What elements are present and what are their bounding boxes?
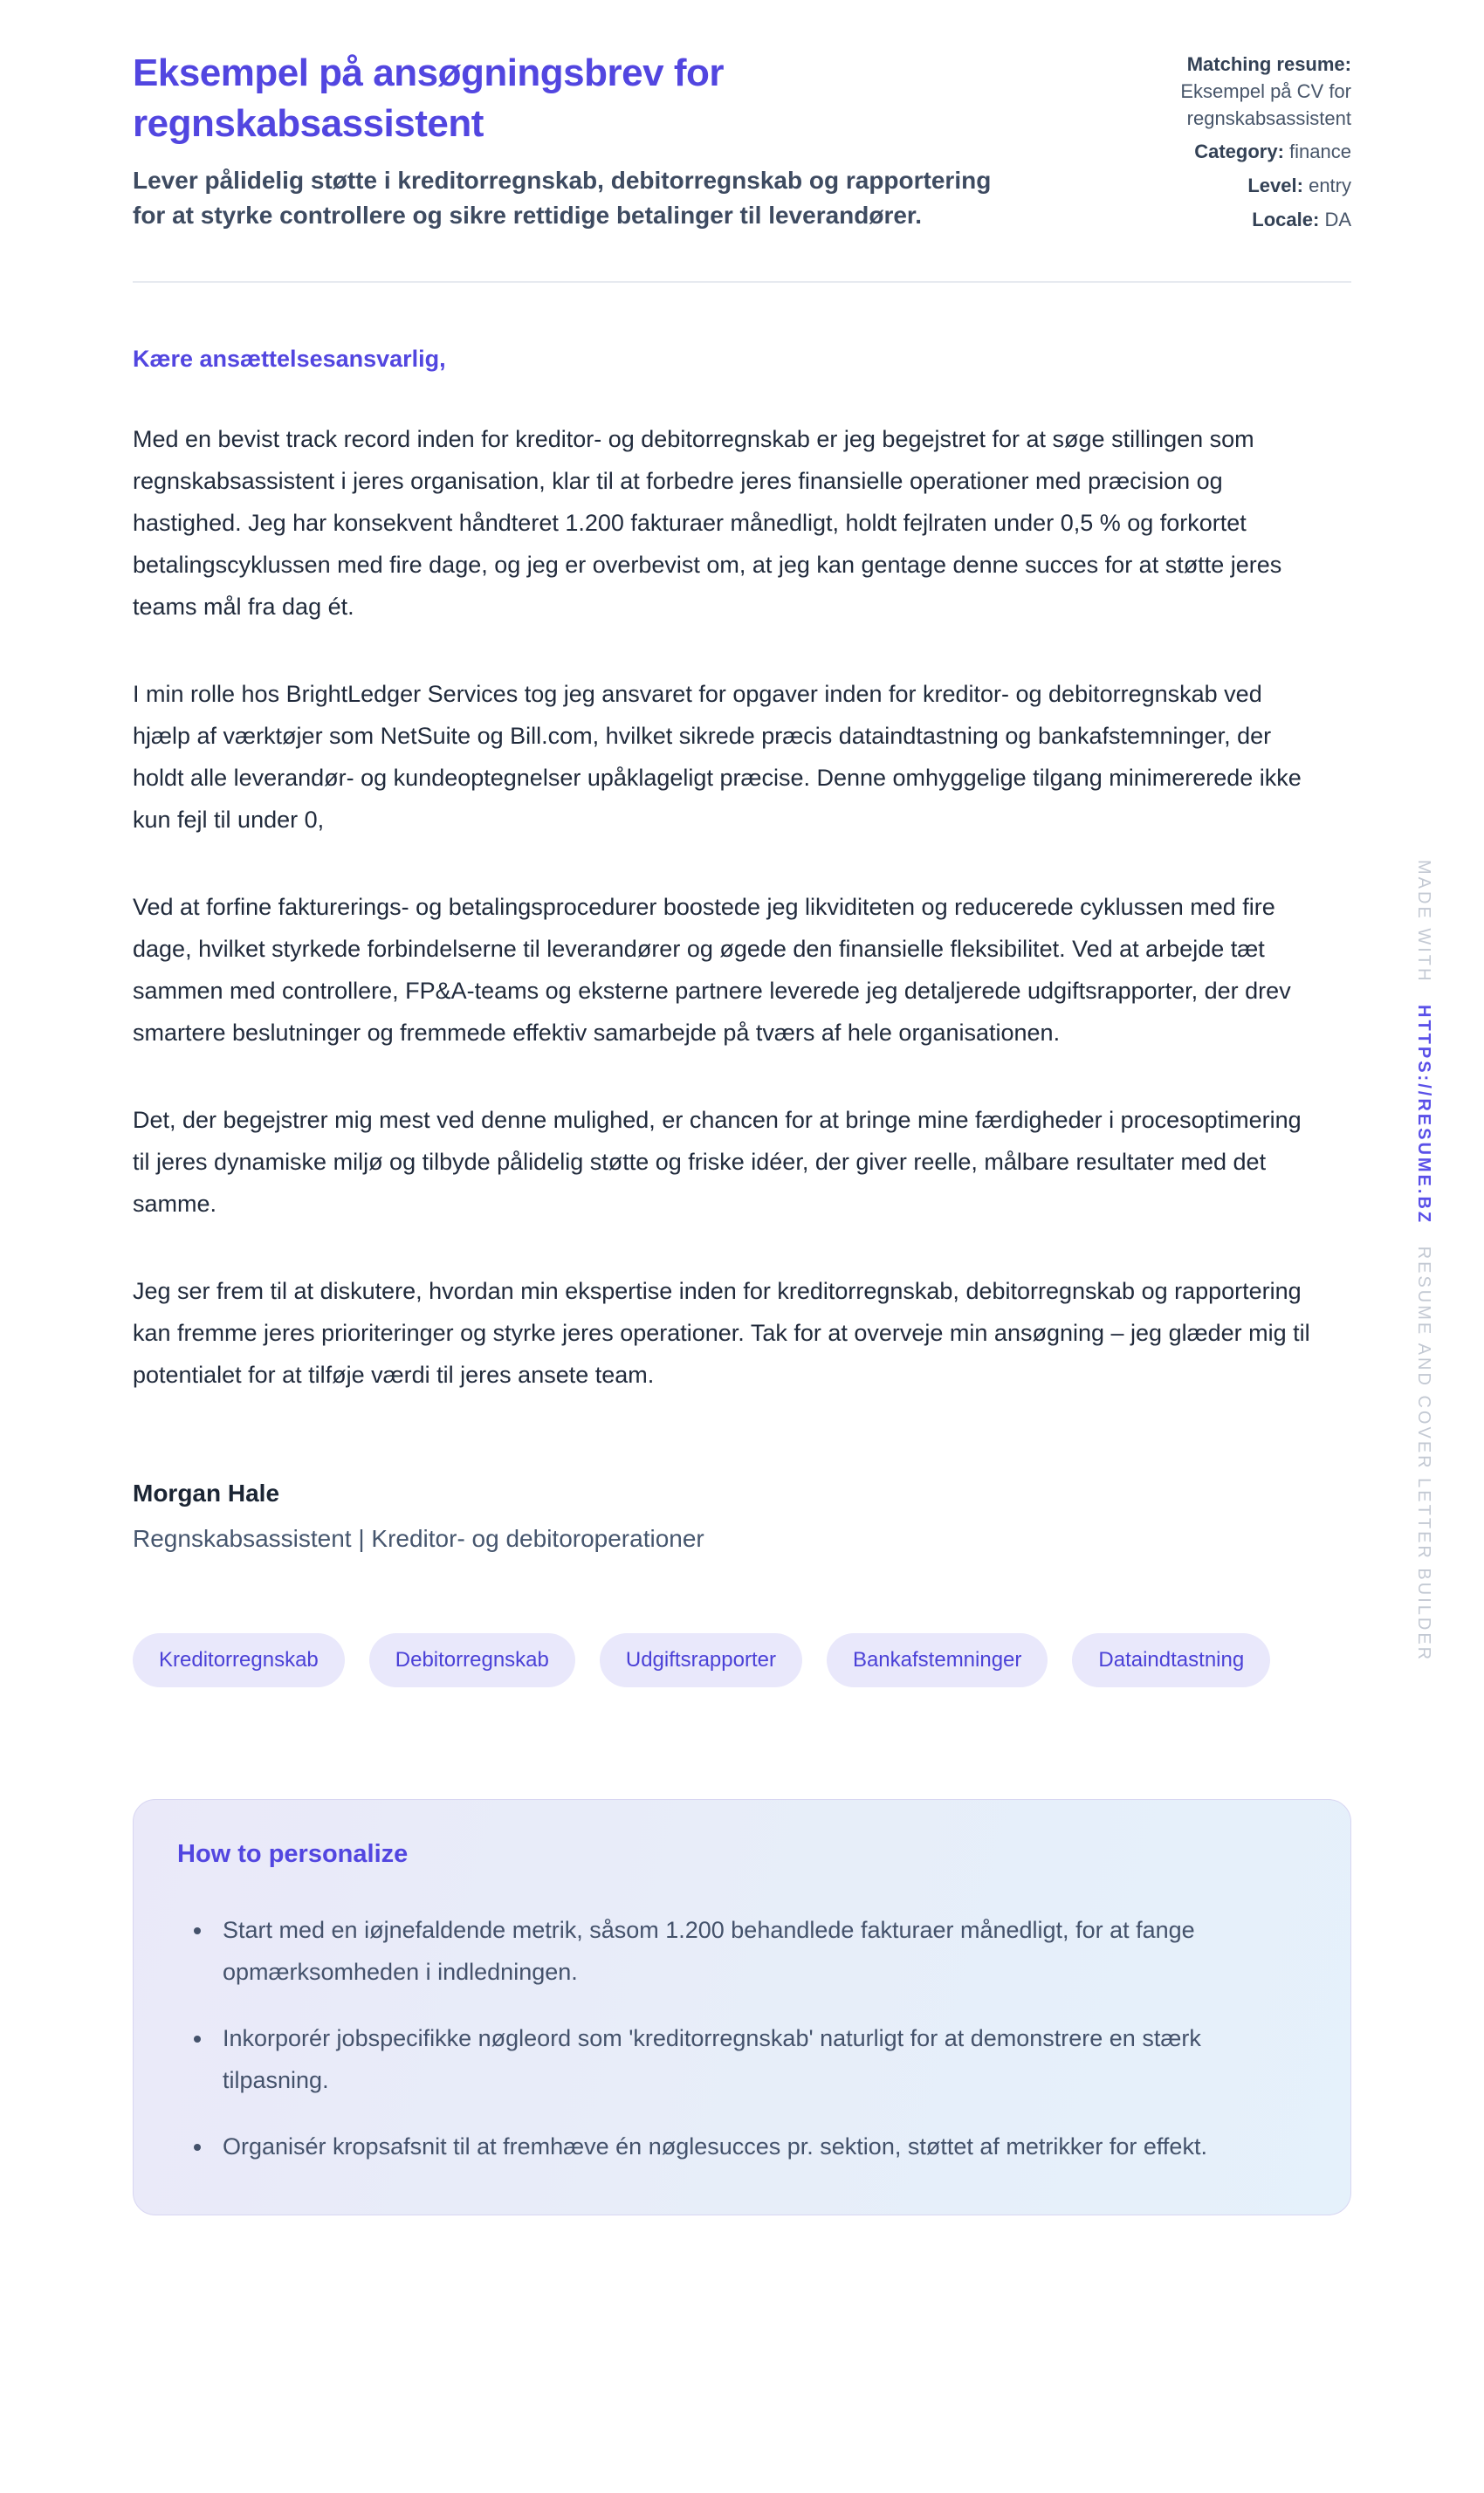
letter-paragraph-1: Med en bevist track record inden for kreditor- og debitorregnskab er jeg begejstret for at søge stillingen som regnskabsassistent i jeres organisation, klar til at forbedre jeres finansielle operationer med præcision og hastighed. Jeg har konsekvent håndteret 1.200 fakturaer månedligt, holdt fejlraten under 0,5 % og forkortet betalingscyklussen med fire dage, og jeg er overbevist om, at jeg kan gentage denne succes for at støtte jeres teams mål fra dag ét. bbox=[133, 425, 1282, 620]
tip-item-1: • Start med en iøjnefaldende metrik, såsom 1.200 behandlede fakturaer månedligt, for at fange opmærksomheden i indledningen. bbox=[214, 1909, 1296, 1993]
level-value: entry bbox=[1309, 175, 1351, 197]
tag-kreditorregnskab[interactable]: Kreditorregnskab bbox=[133, 1633, 345, 1687]
tips-title: How to personalize bbox=[177, 1839, 409, 1868]
header-left bbox=[133, 48, 1142, 233]
meta-category-row bbox=[1142, 139, 1351, 166]
tag-debitorregnskab[interactable]: Debitorregnskab bbox=[369, 1633, 575, 1687]
category-value: finance bbox=[1289, 141, 1351, 163]
tip-item-2: • Inkorporér jobspecifikke nøgleord som 'kreditorregnskab' naturligt for at demonstrere en stærk tilpasning. bbox=[214, 2017, 1296, 2101]
category-label: Category: bbox=[1194, 141, 1284, 163]
resume-bz-link[interactable]: HTTPS://RESUME.BZ bbox=[1414, 1005, 1433, 1226]
page-header bbox=[133, 48, 1351, 234]
tag-dataindtastning[interactable]: Dataindtastning bbox=[1072, 1633, 1270, 1687]
level-label: Level: bbox=[1247, 175, 1303, 197]
tag-udgiftsrapporter[interactable]: Udgiftsrapporter bbox=[600, 1633, 802, 1687]
how-to-personalize-card bbox=[133, 1799, 1351, 2215]
tip-item-3: • Organisér kropsafsnit til at fremhæve én nøglesucces pr. sektion, støttet af metrikker for effekt. bbox=[214, 2126, 1296, 2167]
signature-name: Morgan Hale bbox=[133, 1479, 280, 1507]
page-subtitle: Lever pålidelig støtte i kreditorregnskab, debitorregnskab og rapportering for at styrke controllere og sikre rettidige betalinger til leverandører. bbox=[133, 167, 992, 229]
cover-letter-body bbox=[133, 346, 1351, 1553]
letter-greeting: Kære ansættelsesansvarlig, bbox=[133, 345, 446, 372]
signature-role: Regnskabsassistent | Kreditor- og debitoroperationer bbox=[133, 1524, 704, 1552]
letter-paragraph-2: I min rolle hos BrightLedger Services tog jeg ansvaret for opgaver inden for kreditor- og debitorregnskab ved hjælp af værktøjer som NetSuite og Bill.com, hvilket sikrede præcis dataindtastning og bankafstemninger, der holdt alle leverandør- og kundeoptegnelser upåklageligt præcise. Denne omhyggelige tilgang minimererede ikke kun fejl til under 0, bbox=[133, 680, 1302, 833]
watermark-suffix: RESUME AND COVER LETTER BUILDER bbox=[1414, 1246, 1433, 1663]
skill-tag-list bbox=[133, 1633, 1351, 1687]
locale-label: Locale: bbox=[1252, 208, 1320, 230]
meta-panel bbox=[1142, 52, 1351, 234]
letter-paragraph-4: Det, der begejstrer mig mest ved denne mulighed, er chancen for at bringe mine færdigheder i procesoptimering til jeres dynamiske miljø og tilbyde pålidelig støtte og friske idéer, der giver reelle, målbare resultater med det samme. bbox=[133, 1106, 1302, 1217]
locale-value: DA bbox=[1324, 208, 1351, 230]
tips-list bbox=[177, 1909, 1307, 2167]
letter-paragraph-3: Ved at forfine fakturerings- og betalingsprocedurer boostede jeg likviditeten og reducerede cyklussen med fire dage, hvilket styrkede forbindelserne til leverandører og øgede den finansielle fleksibilitet. Ved at arbejde tæt sammen med controllere, FP&A-teams og eksterne partnere leverede jeg detaljerede udgiftsrapporter, der drev smartere beslutninger og fremmede effektiv samarbejde på tværs af hele organisationen. bbox=[133, 893, 1291, 1046]
header-divider bbox=[133, 281, 1351, 283]
letter-paragraph-5: Jeg ser frem til at diskutere, hvordan min ekspertise inden for kreditorregnskab, debitorregnskab og rapportering kan fremme jeres prioriteringer og styrke jeres operationer. Tak for at overveje min ansøgning – jeg glæder mig til potentialet for at tilføje værdi til jeres ansete team. bbox=[133, 1277, 1310, 1388]
watermark-prefix: MADE WITH bbox=[1414, 860, 1433, 984]
tag-bankafstemninger[interactable]: Bankafstemninger bbox=[827, 1633, 1048, 1687]
matching-resume-link[interactable]: Eksempel på CV for regnskabsassistent bbox=[1180, 79, 1351, 129]
meta-level-row bbox=[1142, 173, 1351, 200]
made-with-watermark bbox=[1413, 860, 1433, 1662]
meta-locale-row bbox=[1142, 207, 1351, 234]
matching-resume-label: Matching resume: bbox=[1186, 53, 1351, 75]
page-title: Eksempel på ansøgningsbrev for regnskabsassistent bbox=[133, 52, 724, 146]
